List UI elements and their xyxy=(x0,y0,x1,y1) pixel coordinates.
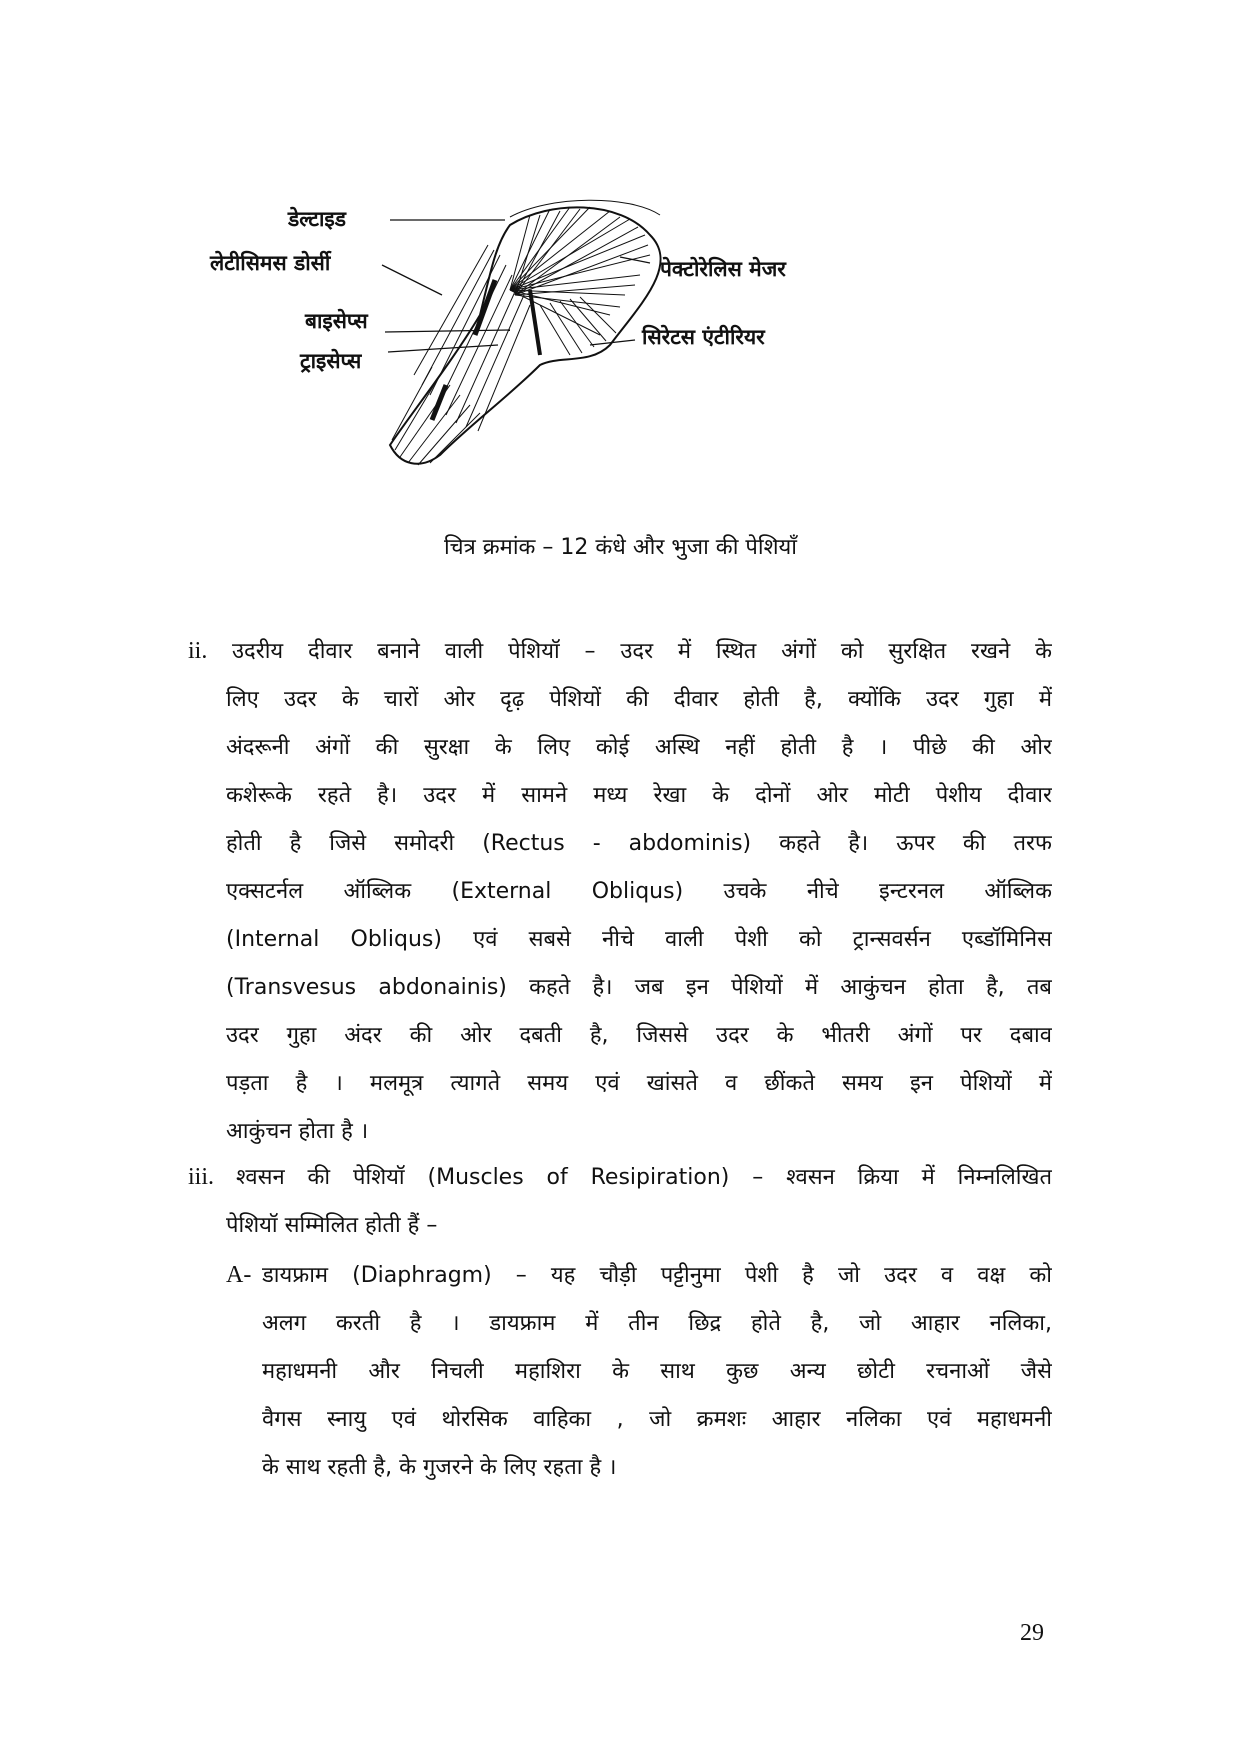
paragraph-line: डायफ्राम (Diaphragm) – यह चौड़ी पट्टीनुमा पेशी है जो उदर व वक्ष को xyxy=(262,1263,1052,1288)
paragraph-line: के साथ रहती है, के गुजरने के लिए रहता है । xyxy=(262,1455,617,1480)
figure-caption: चित्र क्रमांक – 12 कंधे और भुजा की पेशियाँ xyxy=(443,535,798,560)
section-marker-iii: iii. xyxy=(188,1164,215,1190)
muscle-figure xyxy=(210,195,930,485)
paragraph-line: एक्सटर्नल ऑब्लिक (External Obliqus) उचके नीचे इन्टरनल ऑब्लिक xyxy=(226,879,1052,904)
paragraph-line: होती है जिसे समोदरी (Rectus - abdominis) कहते है। ऊपर की तरफ xyxy=(226,831,1052,856)
label-latissimus-dorsi: लेटीसिमस डोर्सी xyxy=(210,251,331,275)
paragraph-line: महाधमनी और निचली महाशिरा के साथ कुछ अन्य छोटी रचनाओं जैसे xyxy=(262,1359,1052,1384)
paragraph-line: कशेरूके रहते है। उदर में सामने मध्य रेखा के दोनों ओर मोटी पेशीय दीवार xyxy=(226,783,1052,808)
label-biceps: बाइसेप्स xyxy=(305,309,368,333)
paragraph-line: लिए उदर के चारों ओर दृढ़ पेशियों की दीवार होती है, क्योंकि उदर गुहा में xyxy=(226,687,1052,712)
label-serratus-anterior: सिरेटस एंटीरियर xyxy=(642,325,765,349)
section-marker-A: A- xyxy=(226,1262,252,1288)
page-number: 29 xyxy=(1020,1620,1044,1646)
paragraph-line: पेशियॉ सम्मिलित होती हैं – xyxy=(226,1213,438,1238)
section-ii-body xyxy=(226,676,1052,1156)
section-marker-ii: ii. xyxy=(188,638,208,664)
section-A-first-line xyxy=(262,1252,1052,1300)
section-A-body xyxy=(262,1300,1052,1492)
section-iii-body xyxy=(226,1202,1052,1250)
label-deltoid: डेल्टाइड xyxy=(288,207,346,231)
paragraph-line: पड़ता है । मलमूत्र त्यागते समय एवं खांसते व छींकते समय इन पेशियों में xyxy=(226,1071,1052,1096)
paragraph-line: आकुंचन होता है । xyxy=(226,1119,369,1144)
paragraph-line: (Internal Obliqus) एवं सबसे नीचे वाली पेशी को ट्रान्सवर्सन एब्डॉमिनिस xyxy=(226,927,1052,952)
section-ii-paragraph xyxy=(232,628,1052,676)
arm-muscle-illustration xyxy=(210,195,930,485)
paragraph-line: अंदरूनी अंगों की सुरक्षा के लिए कोई अस्थि नहीं होती है । पीछे की ओर xyxy=(226,735,1052,760)
paragraph-line: उदरीय दीवार बनाने वाली पेशियॉ – उदर में स्थित अंगों को सुरक्षित रखने के xyxy=(232,639,1052,664)
paragraph-line: अलग करती है । डायफ्राम में तीन छिद्र होते है, जो आहार नलिका, xyxy=(262,1311,1052,1336)
paragraph-line: (Transvesus abdonainis) कहते है। जब इन पेशियों में आकुंचन होता है, तब xyxy=(226,975,1052,1000)
paragraph-line: वैगस स्नायु एवं थोरसिक वाहिका , जो क्रमशः आहार नलिका एवं महाधमनी xyxy=(262,1407,1052,1432)
section-iii-heading xyxy=(236,1154,1052,1202)
label-pectoralis-major: पेक्टोरेलिस मेजर xyxy=(660,257,786,281)
label-triceps: ट्राइसेप्स xyxy=(300,349,362,373)
paragraph-line: श्वसन की पेशियॉ (Muscles of Resipiration) – श्वसन क्रिया में निम्नलिखित xyxy=(236,1165,1052,1190)
paragraph-line: उदर गुहा अंदर की ओर दबती है, जिससे उदर के भीतरी अंगों पर दबाव xyxy=(226,1023,1052,1048)
